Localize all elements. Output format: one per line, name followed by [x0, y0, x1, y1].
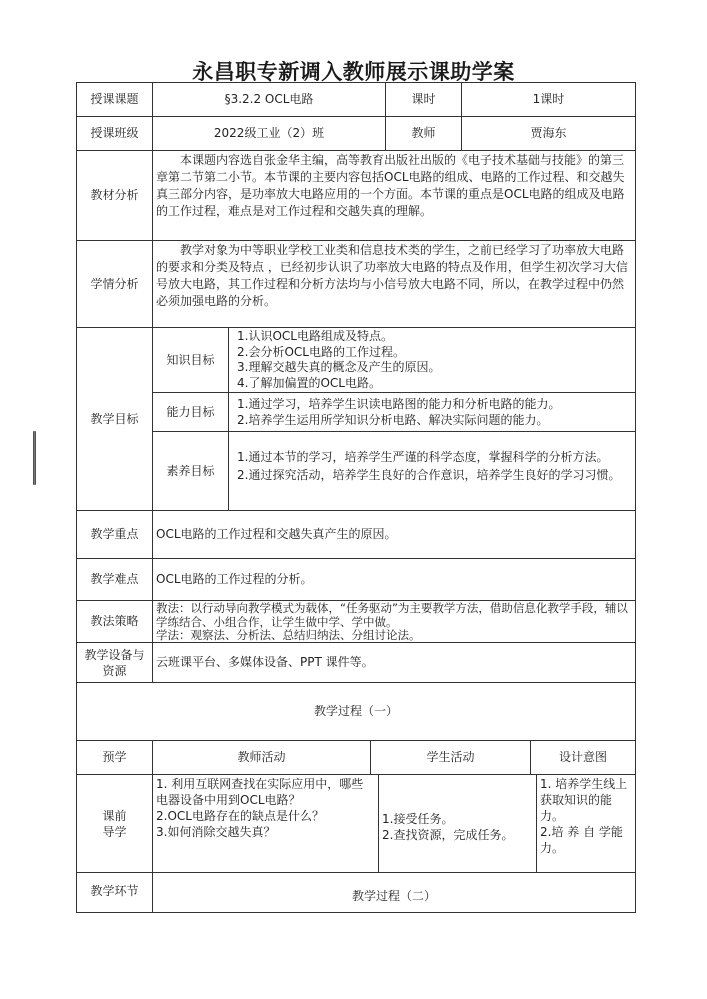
header-teacher-activity: 教师活动 [152, 740, 371, 775]
class-label: 授课班级 [76, 116, 153, 151]
knowledge-item: 1.认识OCL电路组成及特点。 [237, 329, 393, 343]
literacy-objective-list [228, 431, 636, 511]
literacy-item: 1.通过本节的学习，培养学生严谨的科学态度，掌握科学的分析方法。 [237, 449, 609, 464]
student-activity-cell [378, 774, 537, 873]
textbook-analysis-text [152, 150, 636, 241]
header-preview: 预学 [76, 740, 153, 775]
topic-label: 授课课题 [76, 82, 153, 117]
topic-value: §3.2.2 OCL电路 [152, 82, 386, 117]
design-intent-item: 1. 培养学生线上 获取知识的能力。 [540, 777, 628, 823]
ability-item: 2.培养学生运用所学知识分析电路、解决实际问题的能力。 [237, 413, 549, 427]
pre-class-stage [76, 774, 153, 873]
ability-objective-label: 能力目标 [152, 392, 229, 432]
knowledge-item: 3.理解交越失真的概念及产生的原因。 [237, 360, 441, 374]
resources-content: 云班课平台、多媒体设备、PPT 课件等。 [156, 655, 374, 669]
strategy-label: 教法策略 [76, 600, 153, 643]
teacher-activity-item: 2.OCL电路存在的缺点是什么？ [156, 809, 324, 823]
student-activity-item: 2.查找资源，完成任务。 [382, 828, 514, 842]
resources-text [152, 642, 636, 683]
literacy-item: 2.通过探究活动，培养学生良好的合作意识，培养学生良好的学习习惯。 [237, 467, 621, 482]
document-title: 永昌职专新调入教师展示课助学案 [192, 60, 515, 84]
hours-label: 课时 [385, 82, 462, 117]
difficulty-content: OCL电路的工作过程的分析。 [156, 572, 313, 586]
resources-label-line1: 教学设备与 [84, 647, 145, 662]
teacher-activity-item: 1. 利用互联网查找在实际应用中，哪些电器设备中用到OCL电路？ [156, 777, 364, 807]
header-student-activity: 学生活动 [370, 740, 531, 775]
process-one-title: 教学过程（一） [76, 682, 636, 741]
knowledge-item: 4.了解加偏置的OCL电路。 [237, 375, 381, 390]
design-intent-cell [536, 774, 636, 873]
difficulty-label: 教学难点 [76, 558, 153, 601]
strategy-text [152, 600, 636, 643]
stage-line1: 课前 [102, 808, 127, 823]
teacher-activity-cell [152, 774, 379, 873]
student-analysis-text [152, 240, 636, 328]
margin-mark [33, 431, 36, 485]
student-activity-item: 1.接受任务。 [382, 812, 454, 826]
knowledge-objective-label: 知识目标 [152, 327, 229, 393]
strategy-teaching-method: 教法：以行动导向教学模式为载体，“任务驱动”为主要教学方法，借助信息化教学手段，辅以学练结合、小组合作，让学生做中学、学中做。 [156, 601, 628, 629]
process-two-title: 教学过程（二） [152, 872, 636, 913]
teaching-stage-label: 教学环节 [76, 872, 153, 913]
student-analysis-paragraph: 教学对象为中等职业学校工业类和信息技术类的学生，之前已经学习了功率放大电路的要求和分类及特点 ，已经初步认识了功率放大电路的特点及作用，但学生初次学习大信号放大电路，其工作过程和分析方法均与小信号放大电路不同，所以，在教学过程中仍然必须加强电路的分析。 [156, 243, 628, 308]
knowledge-objective-list [228, 327, 636, 393]
teacher-value: 贾海东 [461, 116, 636, 151]
hours-value: 1课时 [461, 82, 636, 117]
textbook-analysis-paragraph: 本课题内容选自张金华主编，高等教育出版社出版的《电子技术基础与技能》的第三章第二节第二小节。本节课的主要内容包括OCL电路的组成、电路的工作过程、和交越失真三部分内容，是功率放大电路应用的一个方面。本节课的重点是OCL电路的组成及电路的工作过程，难点是对工作过程和交越失真的理解。 [156, 153, 625, 218]
design-intent-item: 2.培 养 自 学能力。 [540, 825, 623, 855]
difficulty-text [152, 558, 636, 601]
header-design-intent: 设计意图 [530, 740, 636, 775]
teacher-activity-item: 3.如何消除交越失真？ [156, 825, 276, 839]
key-point-label: 教学重点 [76, 510, 153, 559]
strategy-learning-method: 学法：观察法、分析法、总结归纳法、分组讨论法。 [156, 628, 421, 642]
teacher-label: 教师 [385, 116, 462, 151]
resources-label-line2: 资源 [102, 663, 127, 678]
key-point-text [152, 510, 636, 559]
ability-item: 1.通过学习，培养学生识读电路图的能力和分析电路的能力。 [237, 397, 561, 411]
literacy-objective-label: 素养目标 [152, 431, 229, 511]
stage-line2: 导学 [102, 824, 127, 839]
resources-label [76, 642, 153, 683]
student-analysis-label: 学情分析 [76, 240, 153, 328]
textbook-analysis-label: 教材分析 [76, 150, 153, 241]
objectives-label: 教学目标 [76, 327, 153, 511]
knowledge-item: 2.会分析OCL电路的工作过程。 [237, 344, 405, 359]
ability-objective-list [228, 392, 636, 432]
class-value: 2022级工业（2）班 [152, 116, 386, 151]
key-point-content: OCL电路的工作过程和交越失真产生的原因。 [156, 527, 397, 541]
